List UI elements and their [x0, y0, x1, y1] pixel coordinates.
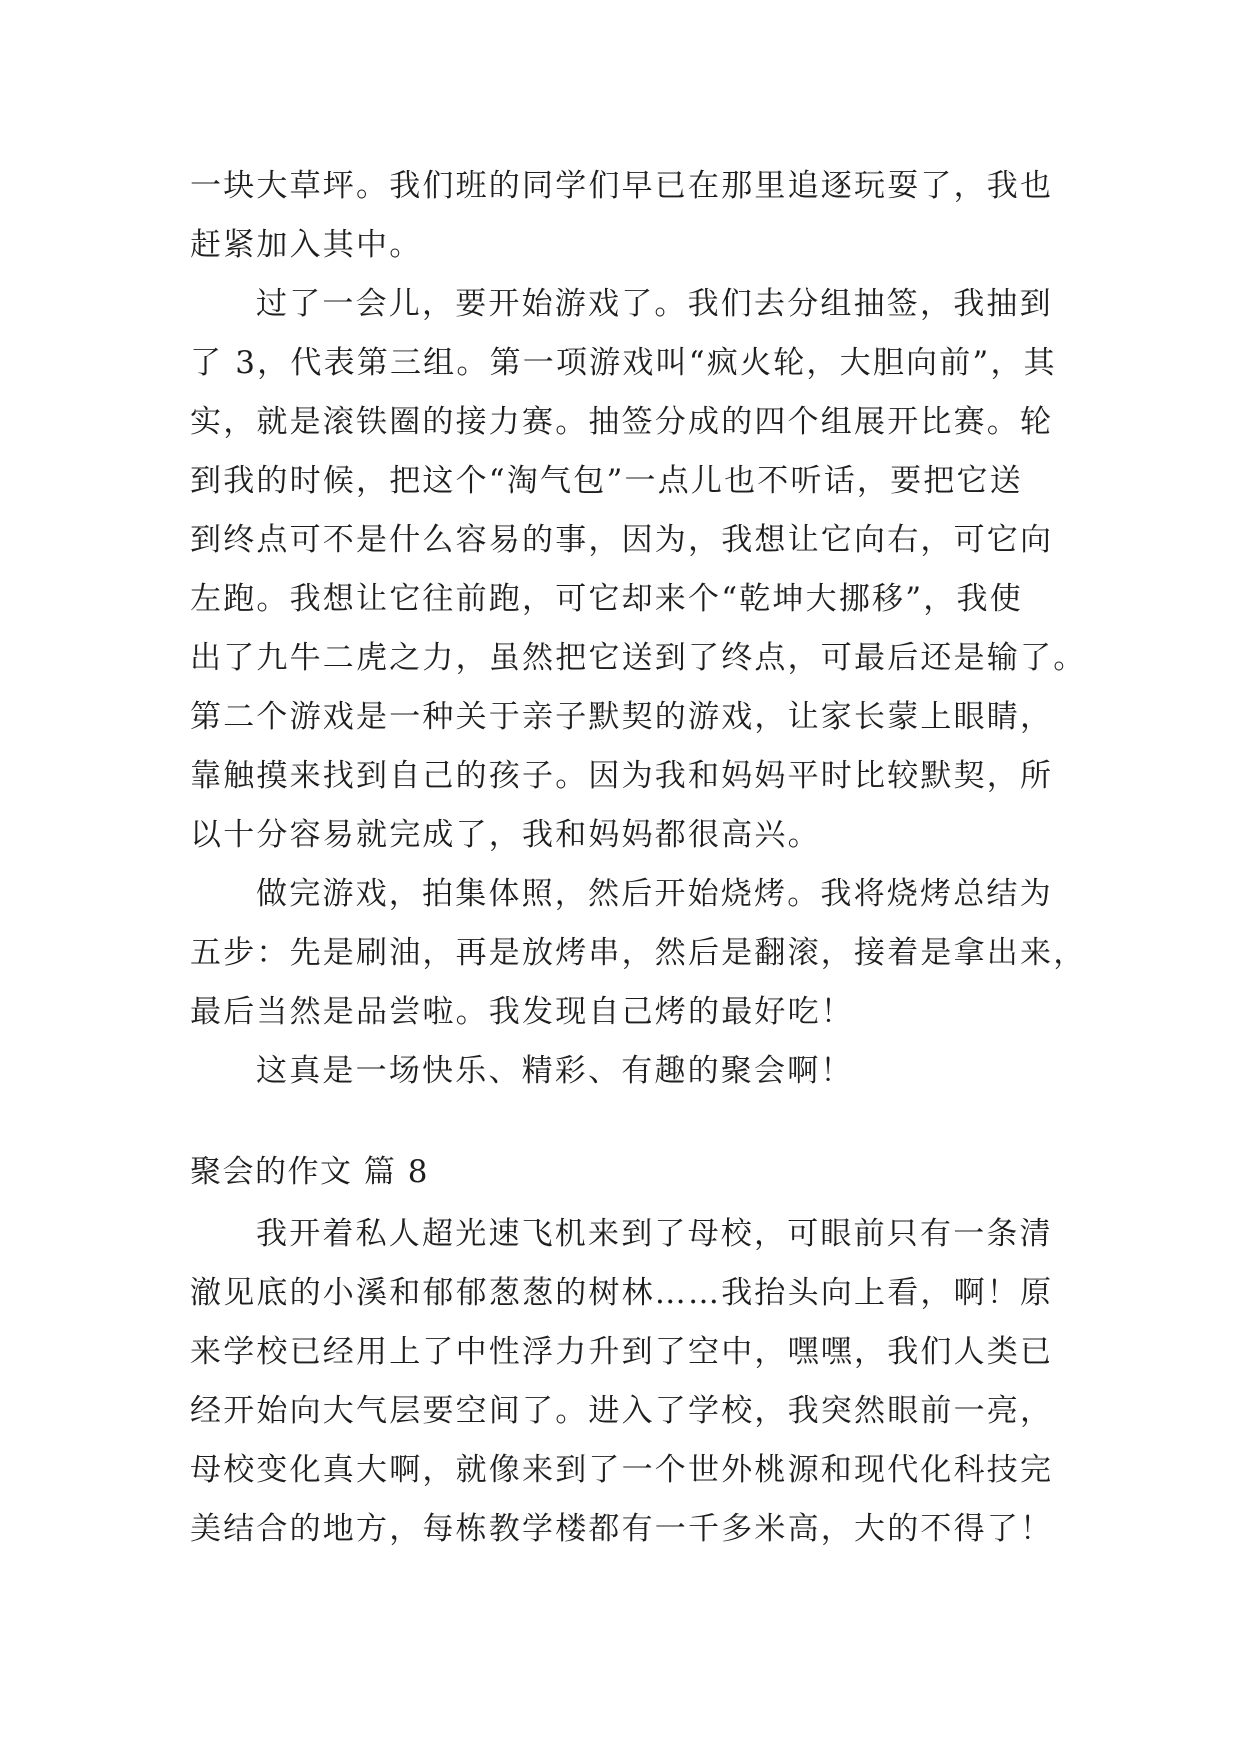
paragraph-start-line: 过了一会儿，要开始游戏了。我们去分组抽签，我抽到 [256, 286, 1053, 322]
text-line: 左跑。我想让它往前跑，可它却来个“乾坤大挪移”，我使 [190, 581, 1023, 617]
text-line: 五步：先是刷油，再是放烤串，然后是翻滚，接着是拿出来， [190, 935, 1087, 971]
text-line: 了 3，代表第三组。第一项游戏叫“疯火轮，大胆向前”，其 [190, 345, 1057, 381]
paragraph-start-line: 做完游戏，拍集体照，然后开始烧烤。我将烧烤总结为 [256, 876, 1053, 912]
text-line: 到终点可不是什么容易的事，因为，我想让它向右，可它向 [190, 522, 1054, 558]
text-line: 实，就是滚铁圈的接力赛。抽签分成的四个组展开比赛。轮 [190, 404, 1054, 440]
text-line: 来学校已经用上了中性浮力升到了空中，嘿嘿，我们人类已 [190, 1334, 1054, 1370]
text-line: 美结合的地方，每栋教学楼都有一千多米高，大的不得了！ [190, 1511, 1054, 1547]
text-line: 出了九牛二虎之力，虽然把它送到了终点，可最后还是输了。 [190, 640, 1087, 676]
text-line: 到我的时候，把这个“淘气包”一点儿也不听话，要把它送 [190, 463, 1023, 499]
text-line: 靠触摸来找到自己的孩子。因为我和妈妈平时比较默契，所 [190, 758, 1054, 794]
paragraph-start-line: 我开着私人超光速飞机来到了母校，可眼前只有一条清 [256, 1216, 1053, 1252]
paragraph-start-line: 这真是一场快乐、精彩、有趣的聚会啊！ [256, 1053, 854, 1089]
text-line: 第二个游戏是一种关于亲子默契的游戏，让家长蒙上眼睛， [190, 699, 1054, 735]
text-line: 最后当然是品尝啦。我发现自己烤的最好吃！ [190, 994, 854, 1030]
text-line: 一块大草坪。我们班的同学们早已在那里追逐玩耍了，我也 [190, 168, 1054, 204]
text-line: 澈见底的小溪和郁郁葱葱的树林……我抬头向上看，啊！原 [190, 1275, 1054, 1311]
text-line: 母校变化真大啊，就像来到了一个世外桃源和现代化科技完 [190, 1452, 1054, 1488]
text-line: 以十分容易就完成了，我和妈妈都很高兴。 [190, 817, 821, 853]
text-line: 经开始向大气层要空间了。进入了学校，我突然眼前一亮， [190, 1393, 1054, 1429]
text-line: 赶紧加入其中。 [190, 227, 423, 263]
essay-title: 聚会的作文 篇 8 [190, 1154, 429, 1190]
